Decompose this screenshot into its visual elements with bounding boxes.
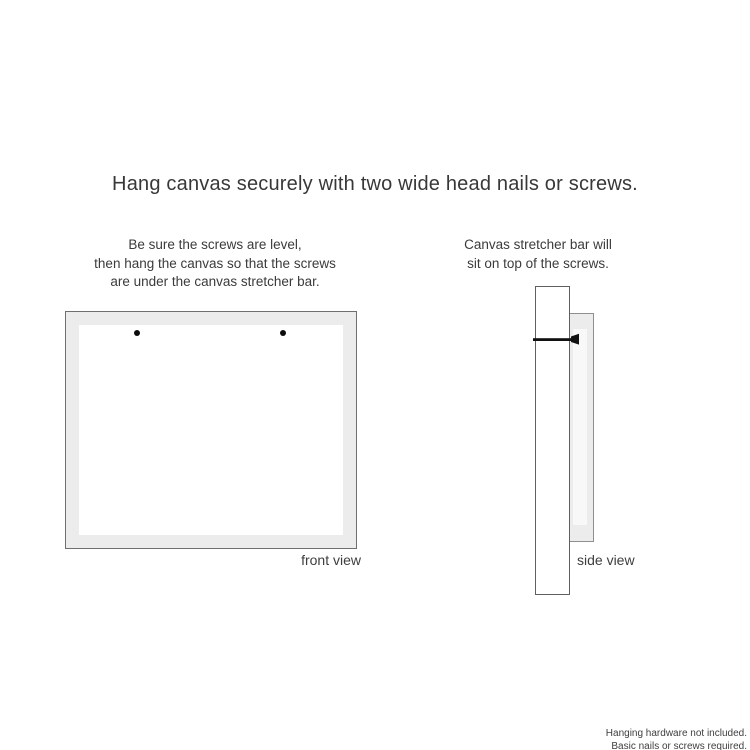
front-view-label: front view	[301, 552, 361, 568]
front-view-canvas-face	[79, 325, 343, 535]
side-instruction-line-2: sit on top of the screws.	[467, 255, 609, 271]
side-instruction-text	[440, 236, 636, 273]
page-title: Hang canvas securely with two wide head nails or screws.	[112, 173, 638, 195]
nail-icon	[530, 330, 585, 350]
footnote-line-2: Basic nails or screws required.	[611, 740, 747, 750]
front-instruction-line-1: Be sure the screws are level,	[128, 237, 302, 252]
hardware-footnote	[447, 728, 747, 750]
nail-head-dot-left-icon	[134, 330, 140, 336]
front-instruction-text	[70, 236, 360, 292]
side-view-canvas-inner-face	[573, 329, 587, 525]
side-instruction-line-1: Canvas stretcher bar will	[464, 237, 612, 252]
front-instruction-line-3: are under the canvas stretcher bar.	[110, 274, 320, 289]
front-view-canvas-frame	[65, 311, 357, 549]
side-view-label: side view	[577, 552, 635, 568]
nail-head-dot-right-icon	[280, 330, 286, 336]
front-instruction-line-2: then hang the canvas so that the screws	[94, 255, 336, 271]
footnote-line-1: Hanging hardware not included.	[605, 728, 747, 739]
